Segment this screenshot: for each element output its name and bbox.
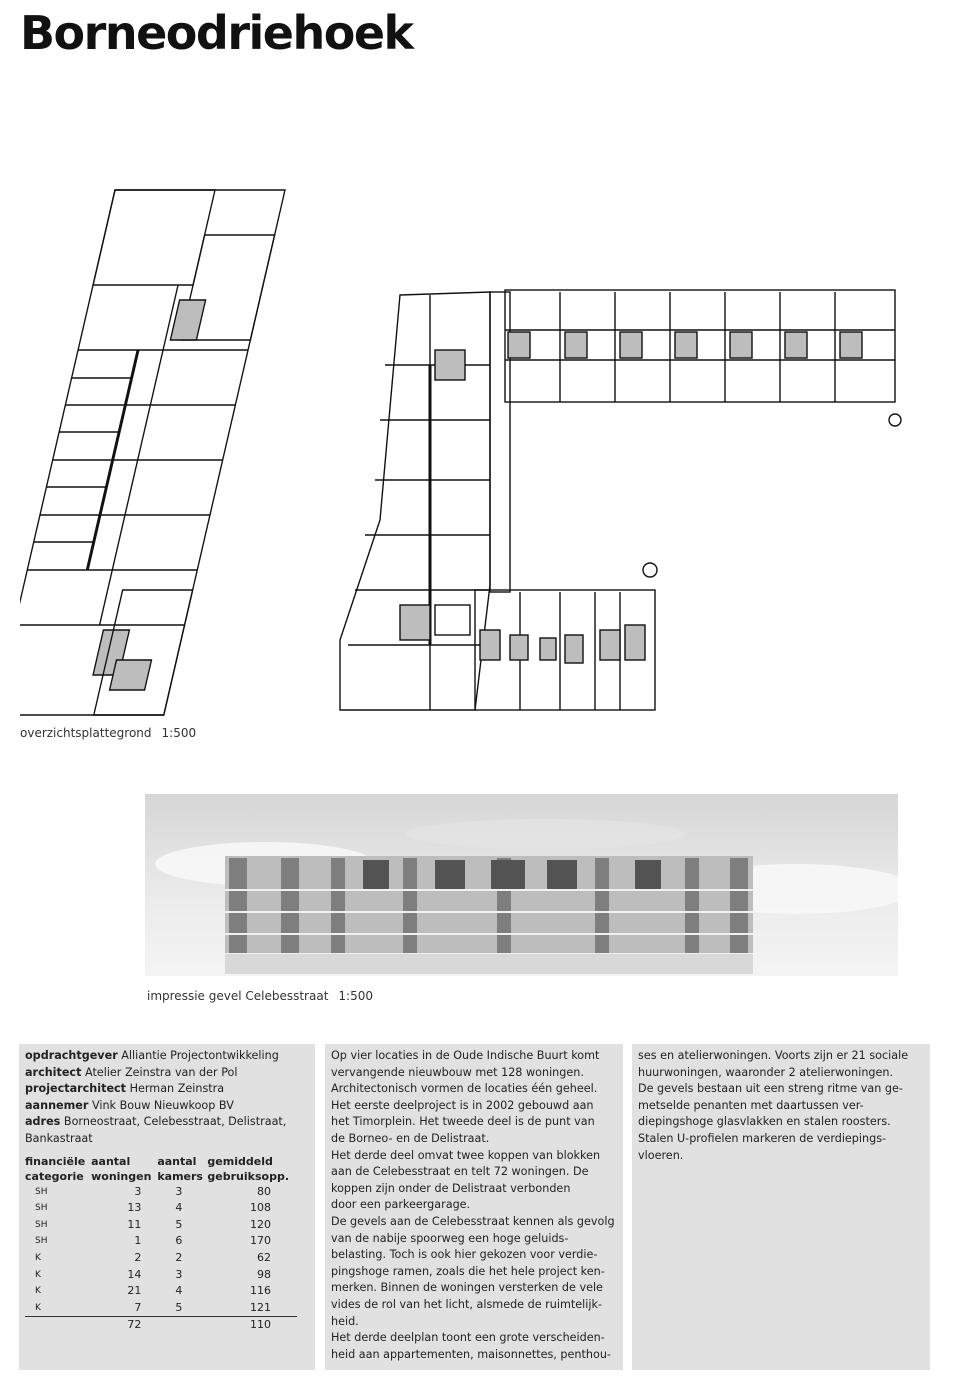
floor-plan-drawing bbox=[20, 180, 945, 720]
text-line: Stalen U-profielen markeren de verdiepings- bbox=[638, 1131, 887, 1145]
table-row: SH 3 3 80 bbox=[35, 1184, 271, 1198]
text-line: Het eerste deelproject is in 2002 gebouwd aan bbox=[331, 1098, 594, 1112]
credit-row bbox=[25, 1065, 309, 1082]
text-line: metselde penanten met daartussen ver- bbox=[638, 1098, 864, 1112]
units-table-header bbox=[25, 1154, 297, 1184]
credit-value: Borneostraat, Celebesstraat, Delistraat, bbox=[63, 1115, 287, 1129]
table-row: SH 13 4 108 bbox=[35, 1201, 271, 1215]
text-line: De gevels aan de Celebesstraat kennen als gevolg bbox=[331, 1214, 615, 1228]
credit-row bbox=[25, 1048, 309, 1065]
text-line: Architectonisch vormen de locaties één geheel. bbox=[331, 1082, 598, 1096]
text-line: diepingshoge glasvlakken en stalen roosters. bbox=[638, 1115, 891, 1129]
plan-caption-text: overzichtsplattegrond bbox=[20, 726, 152, 740]
text-line: pingshoge ramen, zoals die het hele project ken- bbox=[331, 1264, 605, 1278]
text-line: huurwoningen, waaronder 2 atelierwoningen. bbox=[638, 1065, 894, 1079]
credit-value: Atelier Zeinstra van der Pol bbox=[84, 1065, 238, 1079]
header-rooms: aantal kamers bbox=[157, 1154, 203, 1183]
table-row: K 21 4 116 bbox=[35, 1284, 271, 1298]
text-line: vervangende nieuwbouw met 128 woningen. bbox=[331, 1065, 584, 1079]
page-title: Borneodriehoek bbox=[20, 6, 413, 60]
text-line: van de nabije spoorweg een hoge geluids- bbox=[331, 1231, 569, 1245]
text-line: Op vier locaties in de Oude Indische Buurt komt bbox=[331, 1049, 600, 1062]
credit-label: adres bbox=[25, 1115, 61, 1129]
text-line: het Timorplein. Het tweede deel is de punt van bbox=[331, 1115, 595, 1129]
header-floor-area: gemiddeld gebruiksopp. bbox=[207, 1154, 290, 1183]
text-line: belasting. Toch is ook hier gekozen voor verdie- bbox=[331, 1248, 598, 1262]
credit-row bbox=[25, 1114, 309, 1131]
units-table bbox=[25, 1154, 297, 1334]
facade-building bbox=[225, 856, 753, 974]
text-line: door een parkeergarage. bbox=[331, 1198, 471, 1212]
header-category: financiële categorie bbox=[25, 1154, 86, 1183]
credit-label: aannemer bbox=[25, 1098, 89, 1112]
text-line: Het derde deelplan toont een grote verscheiden- bbox=[331, 1331, 605, 1345]
credit-label: architect bbox=[25, 1065, 82, 1079]
body-text-column-3 bbox=[632, 1044, 930, 1370]
table-row: SH 1 6 170 bbox=[35, 1234, 271, 1248]
plan-caption bbox=[20, 726, 196, 740]
credit-value: Bankastraat bbox=[25, 1131, 93, 1145]
facade-caption bbox=[147, 989, 373, 1003]
text-line: vides de rol van het licht, alsmede de ruimtelijk- bbox=[331, 1297, 602, 1311]
text-line: ses en atelierwoningen. Voorts zijn er 21 sociale bbox=[638, 1049, 909, 1062]
credit-value: Vink Bouw Nieuwkoop BV bbox=[91, 1098, 234, 1112]
text-line: heid. bbox=[331, 1314, 359, 1328]
credit-label: projectarchitect bbox=[25, 1082, 127, 1096]
plan-scale: 1:500 bbox=[161, 726, 197, 740]
text-line: de Borneo- en de Delistraat. bbox=[331, 1131, 490, 1145]
credit-label: opdrachtgever bbox=[25, 1049, 118, 1062]
header-dwellings: aantal woningen bbox=[91, 1154, 152, 1183]
plan-left-wing bbox=[20, 190, 285, 715]
facade-scale: 1:500 bbox=[338, 989, 373, 1003]
credit-row bbox=[25, 1131, 309, 1148]
table-row: K 7 5 121 bbox=[35, 1300, 271, 1314]
credit-row bbox=[25, 1098, 309, 1115]
body-text-column-2 bbox=[325, 1044, 623, 1370]
text-line: heid aan appartementen, maisonnettes, penthou- bbox=[331, 1347, 611, 1361]
facade-impression bbox=[145, 794, 898, 976]
plan-right-block bbox=[340, 290, 901, 710]
table-row: K 2 2 62 bbox=[35, 1250, 271, 1264]
text-line: aan de Celebesstraat en telt 72 woningen. De bbox=[331, 1165, 589, 1179]
table-row: SH 11 5 120 bbox=[35, 1217, 271, 1231]
text-line: De gevels bestaan uit een streng ritme van ge- bbox=[638, 1082, 903, 1096]
table-row: K 14 3 98 bbox=[35, 1267, 271, 1281]
text-line: merken. Binnen de woningen versterken de vele bbox=[331, 1281, 603, 1295]
project-credits-column bbox=[19, 1044, 315, 1370]
facade-caption-text: impressie gevel Celebesstraat bbox=[147, 989, 329, 1003]
credit-row bbox=[25, 1081, 309, 1098]
credit-value: Herman Zeinstra bbox=[129, 1082, 225, 1096]
text-line: vloeren. bbox=[638, 1148, 684, 1162]
text-line: koppen zijn onder de Delistraat verbonden bbox=[331, 1181, 571, 1195]
text-line: Het derde deel omvat twee koppen van blokken bbox=[331, 1148, 601, 1162]
table-total-row: 72 110 bbox=[25, 1317, 297, 1334]
credit-value: Alliantie Projectontwikkeling bbox=[121, 1049, 279, 1062]
